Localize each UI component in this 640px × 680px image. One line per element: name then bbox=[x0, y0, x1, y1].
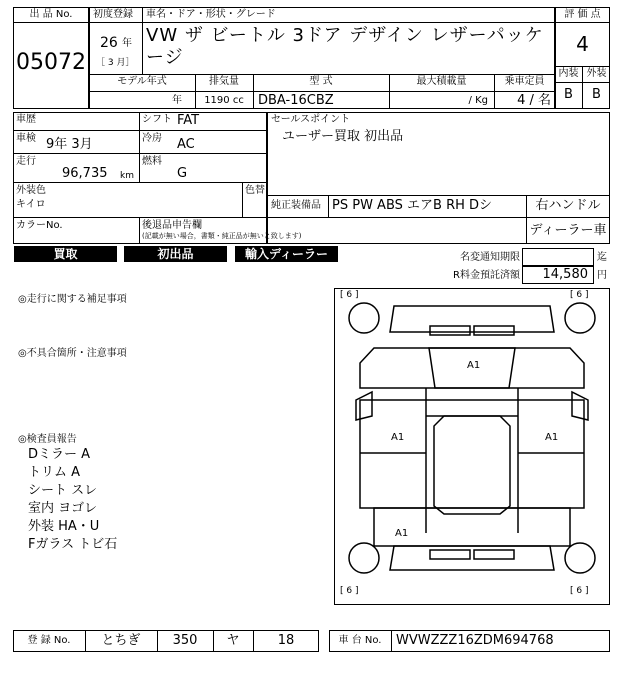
type-label: 型 式 bbox=[309, 76, 333, 87]
interior-label: 内装 bbox=[558, 68, 579, 79]
car-name-label: 車名・ドア・形状・グレード bbox=[146, 9, 276, 20]
load-label: 最大積載量 bbox=[416, 76, 467, 87]
capacity-label: 乗車定員 bbox=[504, 76, 545, 87]
ac: AC bbox=[177, 137, 195, 152]
inspection-label: 車検 bbox=[16, 133, 36, 144]
tire-front-left: [ 6 ] bbox=[340, 290, 359, 300]
drive-notes-title: ◎走行に関する補足事項 bbox=[18, 294, 127, 305]
fuel: G bbox=[177, 166, 188, 181]
grade-label: 評 価 点 bbox=[564, 9, 601, 20]
after-label: 後退品申告欄 bbox=[142, 220, 202, 231]
notice-label: 名変通知期限 bbox=[460, 252, 520, 263]
report-line: 外装 HA・U bbox=[28, 519, 100, 534]
color-change-label: 色替 bbox=[245, 185, 265, 196]
report-line: シート スレ bbox=[28, 483, 98, 498]
ext-color-label: 外装色 bbox=[16, 185, 46, 196]
max-load: / Kg bbox=[468, 95, 488, 106]
car-outline bbox=[334, 288, 610, 605]
tire-rear-right: [ 6 ] bbox=[570, 586, 589, 596]
grade-score: 4 bbox=[576, 32, 589, 56]
displacement-label: 排気量 bbox=[209, 76, 239, 87]
dealer: ディーラー車 bbox=[529, 223, 607, 238]
vin-label: 車 台 No. bbox=[338, 635, 382, 646]
reg-label: 登 録 No. bbox=[27, 635, 71, 646]
damage-mark-right-door: A1 bbox=[545, 432, 559, 443]
shift: FAT bbox=[177, 113, 200, 128]
mileage-label: 走行 bbox=[16, 156, 36, 167]
recycle-fee: 14,580 bbox=[542, 267, 588, 282]
reg-place: とちぎ bbox=[101, 633, 141, 648]
sales-label: セールスポイント bbox=[271, 114, 351, 125]
tire-front-right: [ 6 ] bbox=[570, 290, 589, 300]
mileage: 96,735 bbox=[62, 166, 108, 181]
tag-first: 初出品 bbox=[124, 246, 227, 262]
model-type: DBA-16CBZ bbox=[258, 93, 334, 108]
equip-label: 純正装備品 bbox=[271, 200, 321, 211]
capacity: 4 / 名 bbox=[517, 93, 551, 108]
notice-unit: 迄 bbox=[597, 252, 607, 263]
tag-kaitori: 買取 bbox=[14, 246, 117, 262]
exterior-label: 外装 bbox=[586, 68, 607, 79]
ext-color: キイロ bbox=[16, 199, 46, 210]
report-line: Fガラス トビ石 bbox=[28, 537, 118, 552]
reg-number: 18 bbox=[277, 633, 295, 648]
damage-mark-rear-left: A1 bbox=[395, 528, 409, 539]
displacement: 1190 cc bbox=[204, 95, 244, 106]
exterior-grade: B bbox=[592, 87, 601, 102]
damage-mark-left-door: A1 bbox=[391, 432, 405, 443]
defect-notes-title: ◎不具合箇所・注意事項 bbox=[18, 348, 127, 359]
reg-month: ［ 3 月］ bbox=[96, 58, 135, 68]
inspector-report-title: ◎検査員報告 bbox=[18, 434, 77, 445]
color-no-label: カラーNo. bbox=[16, 220, 63, 231]
model-year-unit: 年 bbox=[172, 95, 182, 106]
fuel-label: 燃料 bbox=[142, 156, 162, 167]
inspection: 9年 3月 bbox=[46, 137, 93, 152]
damage-mark-hood: A1 bbox=[467, 360, 481, 371]
shift-label: シフト bbox=[142, 114, 172, 125]
lot-no: 05072 bbox=[16, 50, 86, 75]
after-note: (記載が無い場合，書類・純正品が無いと致します) bbox=[142, 232, 302, 240]
report-line: Dミラー A bbox=[28, 447, 91, 462]
reg-year: 26 bbox=[100, 35, 118, 51]
tire-rear-left: [ 6 ] bbox=[340, 586, 359, 596]
equipment: PS PW ABS エアB RH Dシ bbox=[332, 198, 493, 213]
model-year-label: モデル年式 bbox=[117, 76, 167, 87]
sales-point: ユーザー買取 初出品 bbox=[282, 129, 404, 144]
report-line: トリム A bbox=[28, 465, 81, 480]
tag-import: 輸入ディーラー bbox=[235, 246, 338, 262]
interior-grade: B bbox=[564, 87, 573, 102]
vin: WVWZZZ16ZDM694768 bbox=[396, 633, 554, 648]
mileage-unit: km bbox=[120, 171, 134, 181]
report-line: 室内 ヨゴレ bbox=[28, 501, 98, 516]
recycle-label: R料金預託済額 bbox=[453, 270, 520, 281]
notice-box bbox=[522, 248, 594, 266]
lot-no-label: 出 品 No. bbox=[29, 9, 73, 20]
reg-kana: ヤ bbox=[226, 633, 240, 648]
car-name: VW ザ ビートル 3ドア デザイン レザーパッケージ bbox=[146, 25, 544, 68]
handle: 右ハンドル bbox=[535, 198, 601, 213]
first-reg-label: 初度登録 bbox=[93, 9, 133, 20]
ac-label: 冷房 bbox=[142, 133, 162, 144]
recycle-unit: 円 bbox=[597, 270, 607, 281]
reg-class: 350 bbox=[172, 633, 198, 648]
history-label: 車歴 bbox=[16, 114, 36, 125]
year-unit: 年 bbox=[122, 38, 132, 49]
